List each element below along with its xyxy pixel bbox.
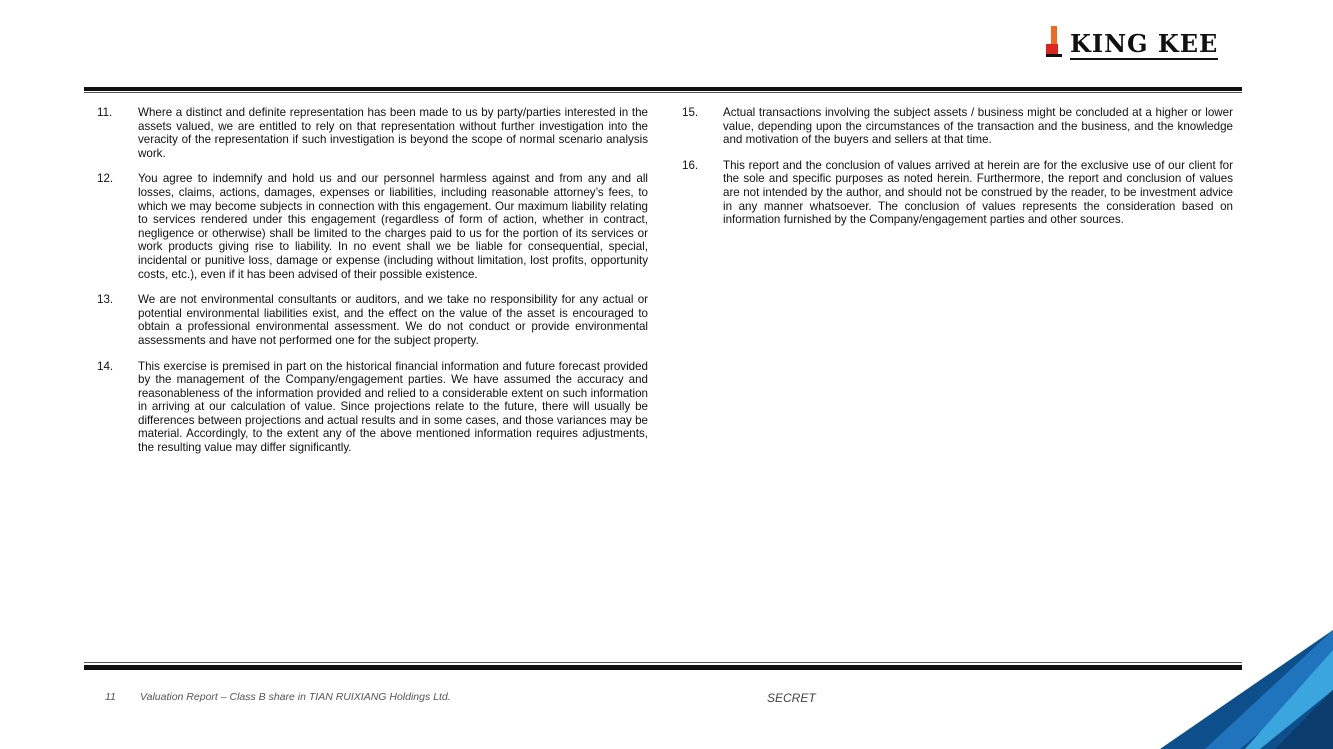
- corner-decoration-icon: [1150, 630, 1333, 749]
- item-text: Actual transactions involving the subject assets / business might be concluded at a higher or lower value, depending upon the circumstances of the transaction and the business, and the knowledge and motivation of the buyers and sellers at that time.: [723, 106, 1233, 147]
- footer-rule-thin: [84, 662, 1242, 663]
- list-item: [97, 293, 648, 347]
- footer-page-number: 11: [105, 691, 116, 703]
- item-number: 12.: [97, 172, 114, 186]
- list-item: [682, 159, 1233, 227]
- item-number: 11.: [97, 106, 113, 119]
- list-item: [682, 106, 1233, 147]
- company-logo: [1046, 24, 1218, 60]
- list-item: [97, 360, 648, 455]
- list-item: [97, 172, 648, 281]
- logo-mark-icon: [1046, 26, 1064, 60]
- header-rule-thin: [84, 92, 1242, 93]
- footer-classification: SECRET: [767, 691, 816, 705]
- logo-text: KING KEE: [1070, 29, 1219, 58]
- right-column: [682, 106, 1233, 239]
- list-item: [97, 106, 648, 160]
- footer-report-title: Valuation Report – Class B share in TIAN RUIXIANG Holdings Ltd.: [140, 691, 451, 703]
- header-rule-thick: [84, 87, 1242, 91]
- footer-rule-thick: [84, 665, 1242, 670]
- item-number: 15.: [682, 106, 699, 119]
- left-column: [97, 106, 648, 467]
- item-number: 14.: [97, 359, 114, 373]
- item-number: 16.: [682, 158, 699, 172]
- item-text: This exercise is premised in part on the historical financial information and future forecast provided by the management of the Company/engagement parties. We have assumed the accuracy and reasonableness of the information provided and relied to a considerable extent on such information in arriving at our calculation of value. Since projections relate to the future, there will usually be differences between projections and actual results and in some cases, and those variances may be material. Accordingly, to the extent any of the above mentioned information requires adjustments, the resulting value may differ significantly.: [138, 359, 648, 455]
- item-text: We are not environmental consultants or auditors, and we take no responsibility for any actual or potential environmental liabilities exist, and the effect on the value of the asset is encouraged to obtain a professional environmental assessment. We do not conduct or provide environmental assessments and have not performed one for the subject property.: [138, 293, 648, 347]
- item-text: This report and the conclusion of values arrived at herein are for the exclusive use of our client for the sole and specific purposes as noted herein. Furthermore, the report and conclusion of values are not intended by the author, and should not be construed by the reader, to be investment advice in any manner whatsoever. The conclusion of values represents the consideration based on information furnished by the Company/engagement parties and other sources.: [723, 158, 1233, 227]
- item-text: You agree to indemnify and hold us and our personnel harmless against and from any and all losses, claims, actions, damages, expenses or liabilities, including reasonable attorney’s fees, to which we may become subjects in connection with this engagement. Our maximum liability relating to services rendered under this engagement (regardless of form of action, whether in contract, negligence or otherwise) shall be limited to the charges paid to us for the portion of its services or work products giving rise to liability. In no event shall we be liable for consequential, special, incidental or punitive loss, damage or expense (including without limitation, lost profits, opportunity costs, etc.), even if it has been advised of their possible existence.: [138, 172, 648, 281]
- item-number: 13.: [97, 293, 114, 307]
- item-text: Where a distinct and definite representation has been made to us by party/parties interested in the assets valued, we are entitled to rely on that representation without further investigation into the veracity of the representation if such investigation is beyond the scope of normal scenario analysis work.: [138, 106, 648, 160]
